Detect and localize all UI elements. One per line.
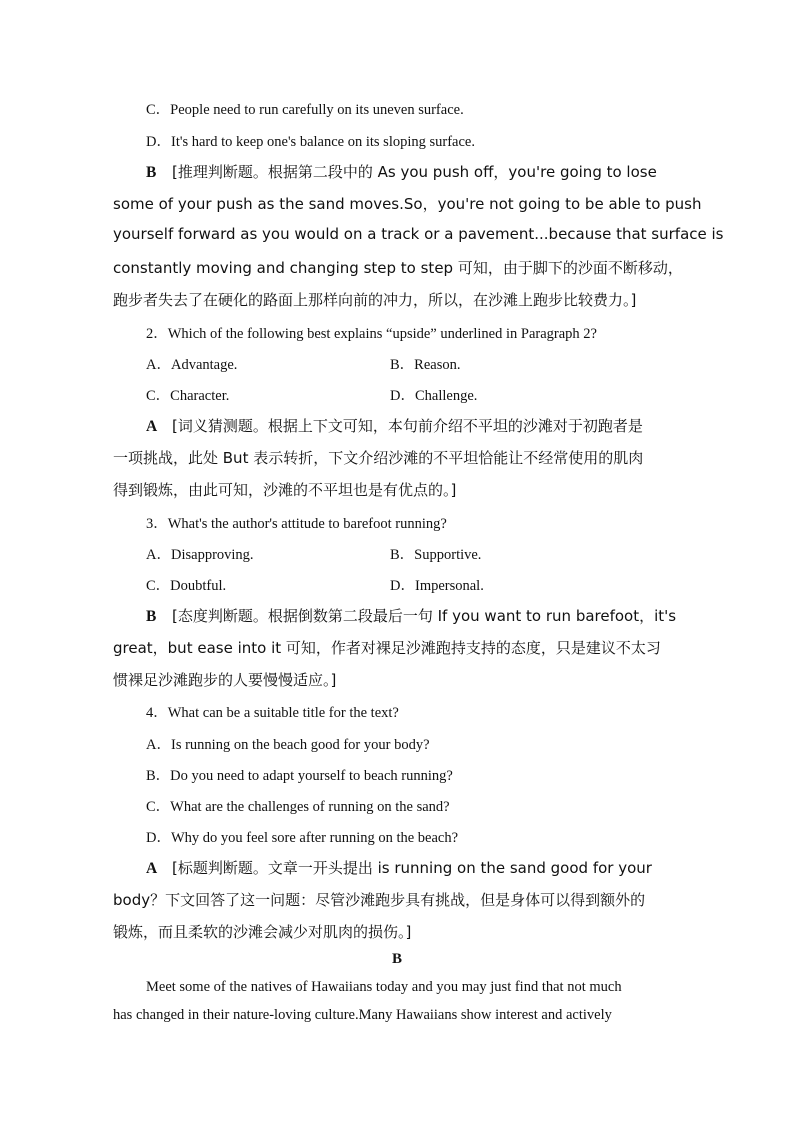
passage-line: has changed in their nature-loving culture.Many Hawaiians show interest and actively bbox=[113, 1007, 612, 1023]
option-text: Character. bbox=[170, 388, 230, 404]
q4-stem: 4．What can be a suitable title for the text? bbox=[146, 705, 399, 721]
option-letter: D． bbox=[146, 134, 171, 150]
q3-option-a bbox=[146, 543, 254, 564]
q2-option-d bbox=[390, 384, 477, 405]
q2-option-a bbox=[146, 353, 237, 374]
q3-option-c bbox=[146, 574, 226, 595]
explanation-text: [词义猜测题。根据上下文可知，本句前介绍不平坦的沙滩对于初跑者是 bbox=[172, 417, 643, 435]
passage-line: Meet some of the natives of Hawaiians today and you may just find that not much bbox=[146, 979, 622, 995]
option-text: Reason. bbox=[414, 357, 461, 373]
option-letter: A． bbox=[146, 547, 171, 563]
q4-option-c bbox=[146, 795, 450, 816]
option-text: Doubtful. bbox=[170, 578, 227, 594]
option-text: What are the challenges of running on the sand? bbox=[170, 799, 450, 815]
answer-letter: B bbox=[146, 164, 157, 181]
option-letter: C． bbox=[146, 102, 171, 118]
option-letter: C． bbox=[146, 388, 171, 404]
option-text: Advantage. bbox=[170, 357, 238, 373]
explanation-text: [推理判断题。根据第二段中的 As you push off，you're going to lose bbox=[172, 163, 657, 181]
q4-explanation-line bbox=[146, 857, 652, 878]
option-text: Is running on the beach good for your body? bbox=[170, 737, 430, 753]
q1-explanation-line: some of your push as the sand moves.So，you're not going to be able to push bbox=[113, 195, 702, 213]
option-text: Supportive. bbox=[414, 547, 482, 563]
option-text: Why do you feel sore after running on the beach? bbox=[170, 830, 459, 846]
option-text: It's hard to keep one's balance on its sloping surface. bbox=[170, 134, 475, 150]
q4-explanation-line: 锻炼，而且柔软的沙滩会减少对肌肉的损伤。] bbox=[113, 923, 412, 941]
option-text: Disapproving. bbox=[170, 547, 254, 563]
q2-explanation-line: 得到锻炼，由此可知，沙滩的不平坦也是有优点的。] bbox=[113, 481, 457, 499]
section-heading: B bbox=[391, 951, 402, 967]
option-text: Impersonal. bbox=[414, 578, 484, 594]
q2-option-c bbox=[146, 384, 229, 405]
option-letter: B． bbox=[390, 547, 415, 563]
q3-explanation-line: 惯裸足沙滩跑步的人要慢慢适应。] bbox=[113, 671, 337, 689]
answer-letter: A bbox=[146, 418, 158, 435]
option-letter: C． bbox=[146, 799, 171, 815]
explanation-text: [标题判断题。文章一开头提出 is running on the sand good for your bbox=[172, 859, 652, 877]
q1-explanation-line: constantly moving and changing step to step 可知，由于脚下的沙面不断移动， bbox=[113, 259, 683, 277]
q1-explanation-line: yourself forward as you would on a track or a pavement...because that surface is bbox=[113, 225, 724, 243]
answer-letter: B bbox=[146, 608, 157, 625]
q2-explanation-line bbox=[146, 415, 643, 436]
option-text: Do you need to adapt yourself to beach running? bbox=[170, 768, 453, 784]
q4-option-b bbox=[146, 764, 453, 785]
q2-explanation-line: 一项挑战，此处 But 表示转折，下文介绍沙滩的不平坦恰能让不经常使用的肌肉 bbox=[113, 449, 644, 467]
option-letter: D． bbox=[390, 578, 415, 594]
answer-letter: A bbox=[146, 860, 158, 877]
q1-explanation-line bbox=[146, 161, 657, 182]
option-text: People need to run carefully on its uneven surface. bbox=[170, 102, 464, 118]
option-letter: D． bbox=[390, 388, 415, 404]
option-letter: C． bbox=[146, 578, 171, 594]
option-letter: A． bbox=[146, 357, 171, 373]
q1-option-c bbox=[146, 98, 464, 119]
q3-explanation-line: great，but ease into it 可知，作者对裸足沙滩跑持支持的态度，只是建议不太习 bbox=[113, 639, 661, 657]
q4-option-d bbox=[146, 826, 458, 847]
q1-option-d bbox=[146, 130, 475, 151]
option-letter: A． bbox=[146, 737, 171, 753]
q3-explanation-line bbox=[146, 605, 676, 626]
q4-option-a bbox=[146, 733, 430, 754]
q3-stem: 3．What's the author's attitude to barefoot running? bbox=[146, 516, 447, 532]
explanation-text: [态度判断题。根据倒数第二段最后一句 If you want to run barefoot，it's bbox=[172, 607, 677, 625]
q3-option-d bbox=[390, 574, 484, 595]
q2-stem: 2．Which of the following best explains “upside” underlined in Paragraph 2? bbox=[146, 326, 597, 342]
option-text: Challenge. bbox=[414, 388, 478, 404]
q4-explanation-line: body？下文回答了这一问题：尽管沙滩跑步具有挑战，但是身体可以得到额外的 bbox=[113, 891, 646, 909]
option-letter: D． bbox=[146, 830, 171, 846]
q2-option-b bbox=[390, 353, 460, 374]
option-letter: B． bbox=[390, 357, 415, 373]
q1-explanation-line: 跑步者失去了在硬化的路面上那样向前的冲力，所以，在沙滩上跑步比较费力。] bbox=[113, 291, 637, 309]
q3-option-b bbox=[390, 543, 481, 564]
option-letter: B． bbox=[146, 768, 171, 784]
